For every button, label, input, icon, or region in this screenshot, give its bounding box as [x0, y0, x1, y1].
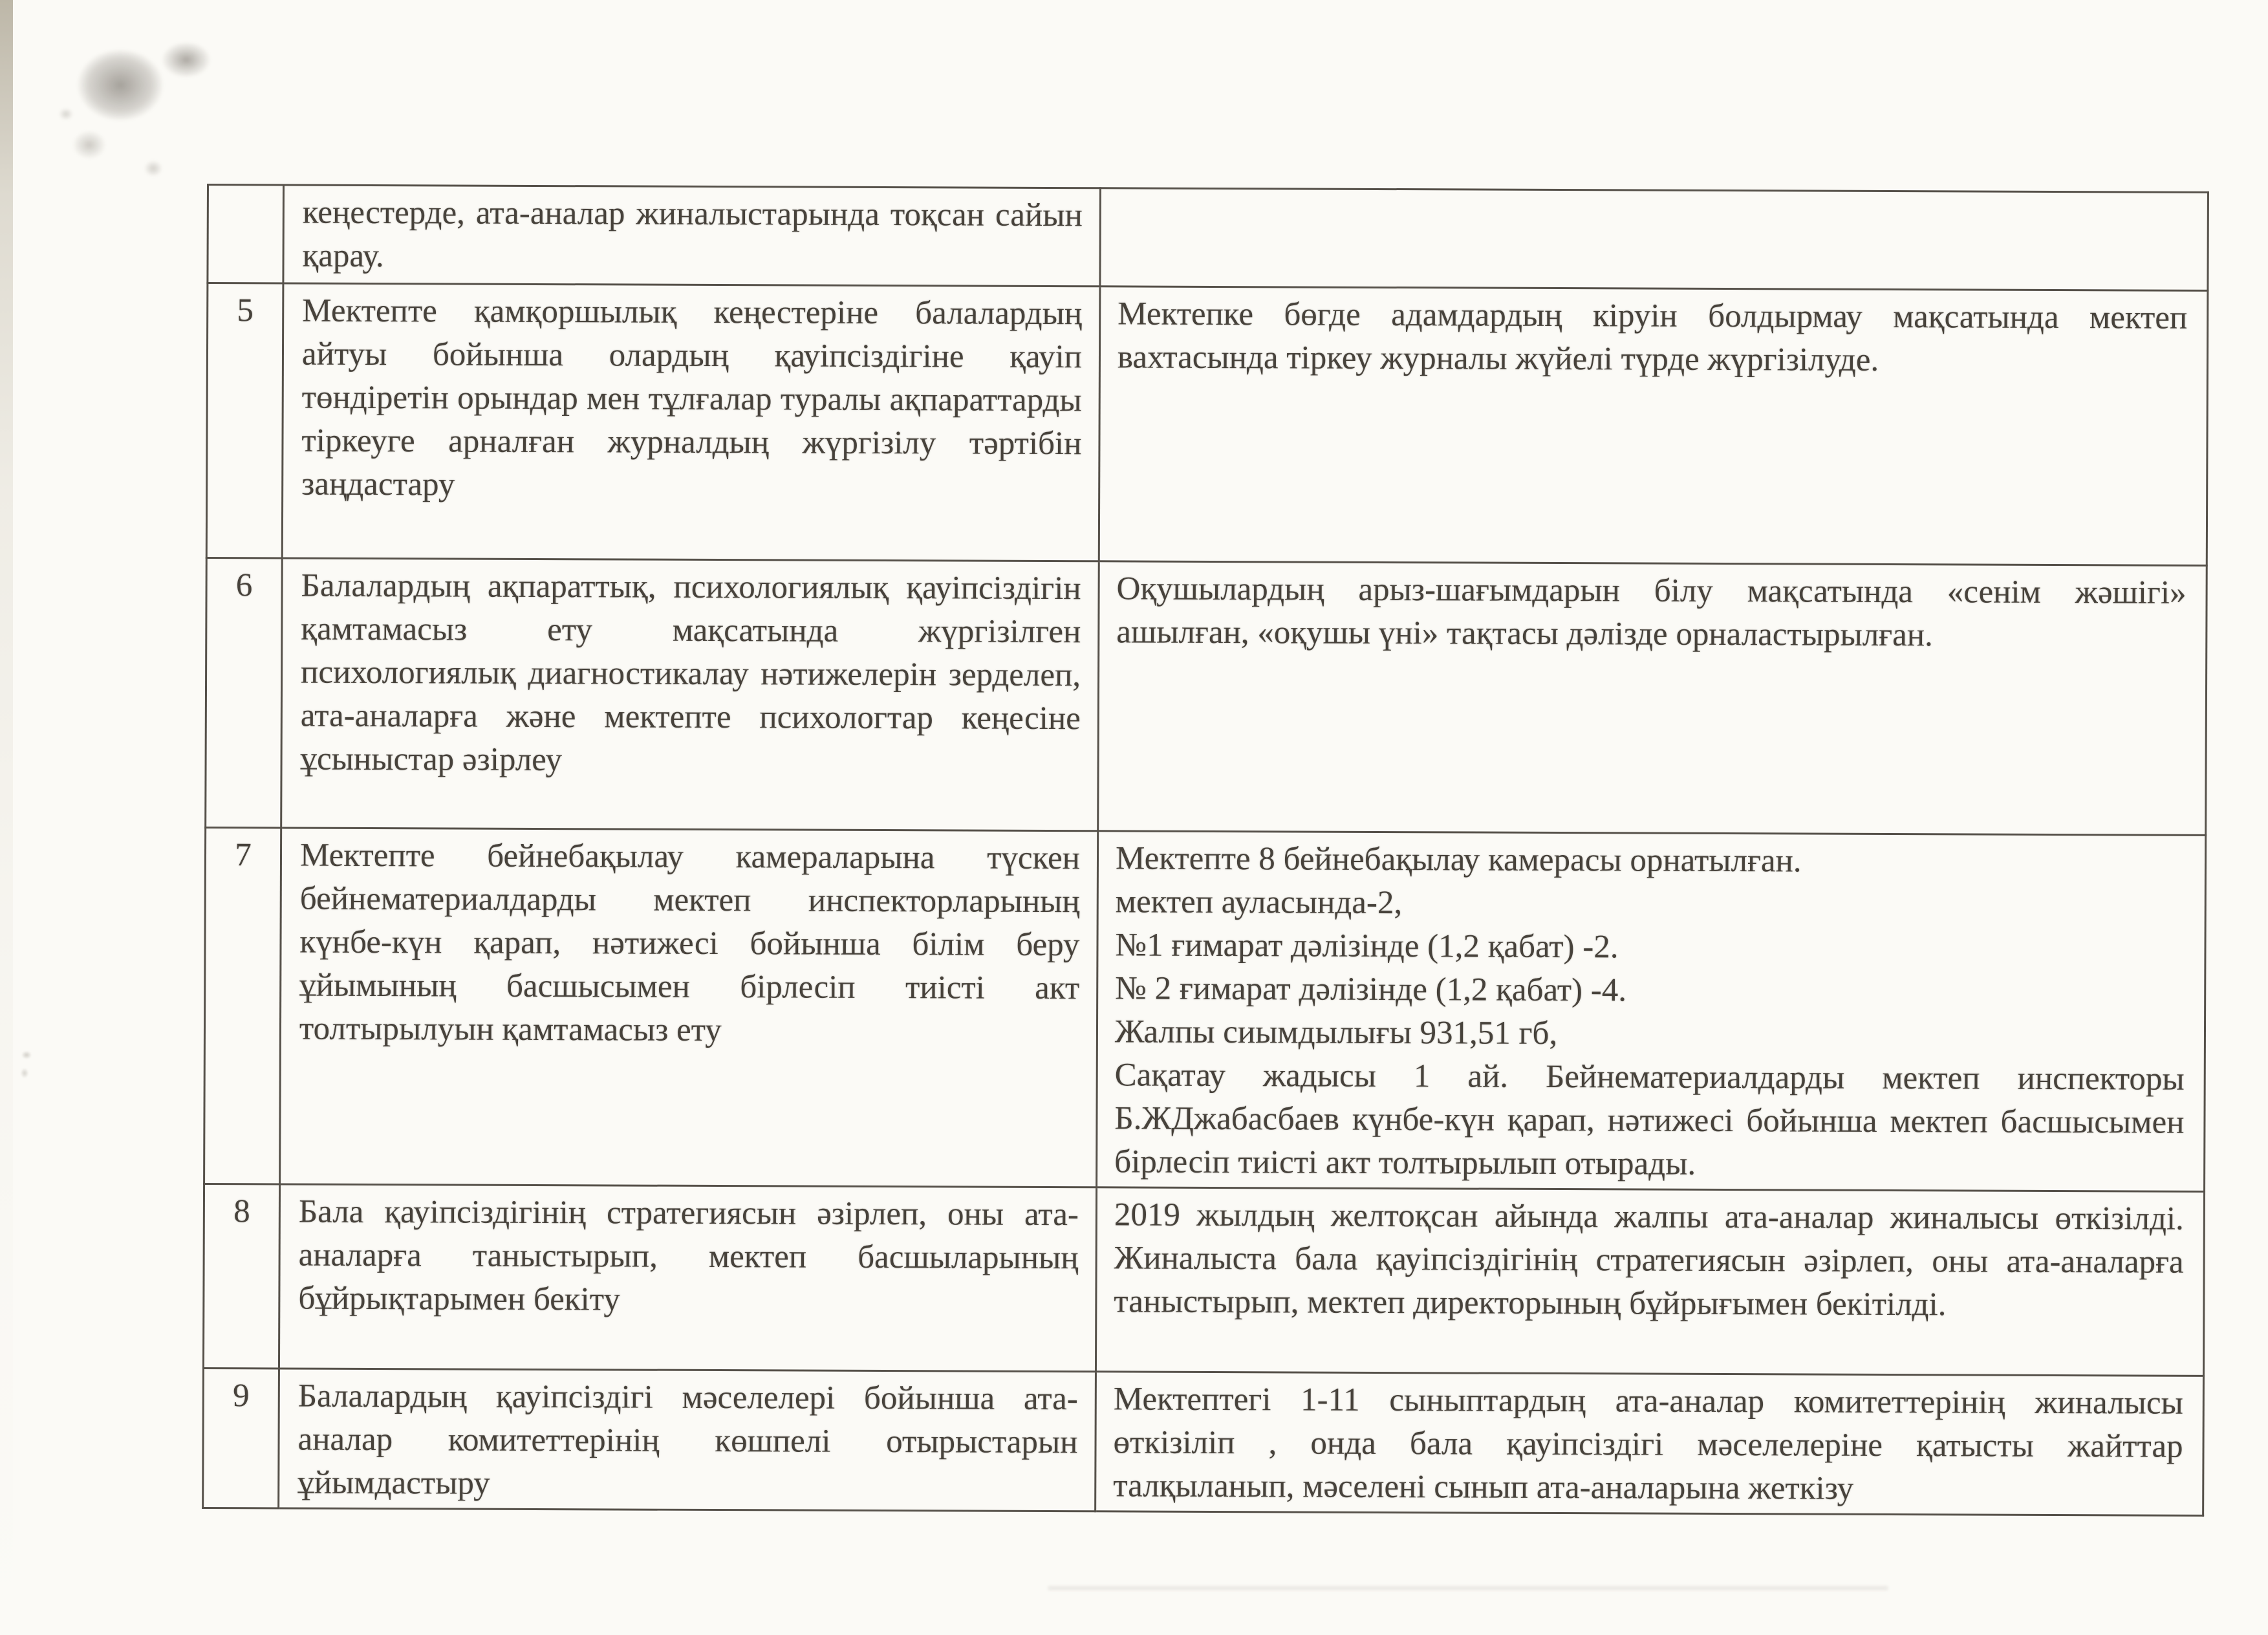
row-number-cell: 7 — [204, 827, 281, 1184]
table-row — [203, 1368, 2204, 1515]
row-number-cell: 5 — [206, 283, 283, 558]
result-cell: Оқушылардың арыз-шағымдарын білу мақсатында «сенім жәшігі» ашылған, «оқушы үні» тақтасы дәлізде орналастырылған. — [1098, 561, 2207, 836]
table-wrapper — [202, 184, 2209, 1517]
table-row — [208, 185, 2209, 291]
task-cell: кеңестерде, ата-аналар жиналыстарында тоқсан сайын қарау. — [283, 185, 1101, 287]
scan-mark-artifact — [17, 1048, 36, 1084]
task-cell: Балалардың қауіпсіздігі мәселелері бойынша ата-аналар комитеттерінің көшпелі отырыстарын ұйымдастыру — [279, 1369, 1096, 1511]
action-plan-table — [202, 184, 2209, 1517]
row-number-cell — [208, 185, 284, 283]
table-row — [204, 827, 2206, 1191]
task-cell: Мектепте қамқоршылық кеңестеріне балалардың айтуы бойынша олардың қауіпсіздігіне қауіп төндіретін орындар мен тұлғалар туралы ақпараттарды тіркеуге арналған журналдың жүргізілу тәртібін заңдастару — [282, 283, 1100, 561]
row-number-cell: 9 — [203, 1368, 279, 1508]
result-cell — [1100, 188, 2209, 291]
result-cell: Мектептегі 1-11 сыныптардың ата-аналар комитеттерінің жиналысы өткізіліп , онда бала қауіпсіздігі мәселелеріне қатысты жайттар талқыланып, мәселені сынып ата-аналарына жеткізу — [1096, 1372, 2204, 1516]
scan-edge-artifact — [0, 0, 13, 1635]
row-number-cell: 8 — [203, 1184, 279, 1368]
result-cell: 2019 жылдың желтоқсан айында жалпы ата-аналар жиналысы өткізілді. Жиналыста бала қауіпсіздігінің стратегиясын әзірлеп, оны ата-аналарға таныстырып, мектеп директорының бұйрығымен бекітілді. — [1096, 1187, 2204, 1376]
table-row — [206, 558, 2207, 836]
scan-streak-artifact — [1048, 1586, 1888, 1590]
row-number-cell: 6 — [206, 558, 283, 828]
task-cell: Балалардың ақпараттық, психологиялық қауіпсіздігін қамтамасыз ету мақсатында жүргізілген психологиялық диагностикалау нәтижелерін зерделеп, ата-аналарға және мектепте психологтар кеңесіне ұсыныстар әзірлеу — [281, 558, 1099, 831]
result-cell: Мектепке бөгде адамдардың кіруін болдырмау мақсатында мектеп вахтасында тіркеу журналы жүйелі түрде жүргізілуде. — [1099, 287, 2208, 566]
task-cell: Бала қауіпсіздігінің стратегиясын әзірлеп, оны ата-аналарға таныстырып, мектеп басшыларының бұйрықтарымен бекіту — [279, 1184, 1096, 1372]
table-row — [206, 283, 2208, 566]
table-row — [203, 1184, 2204, 1376]
scan-smudge-artifact — [47, 9, 241, 190]
result-cell: Мектепте 8 бейнебақылау камерасы орнатылған. мектеп ауласында-2, №1 ғимарат дәлізінде (1,2 қабат) -2. № 2 ғимарат дәлізінде (1,2 қабат) -4. Жалпы сиымдылығы 931,51 гб, Сақатау жадысы 1 ай. Бейнематериалдарды мектеп инспекторы Б.ЖДжабасбаев күнбе-күн қарап, нәтижесі бойынша мектеп басшысымен бірлесіп тиісті акт толтырылып отырады. — [1097, 831, 2206, 1192]
task-cell: Мектепте бейнебақылау камераларына түскен бейнематериалдарды мектеп инспекторларының күнбе-күн қарап, нәтижесі бойынша білім беру ұйымының басшысымен бірлесіп тиісті акт толтырылуын қамтамасыз ету — [280, 828, 1098, 1187]
